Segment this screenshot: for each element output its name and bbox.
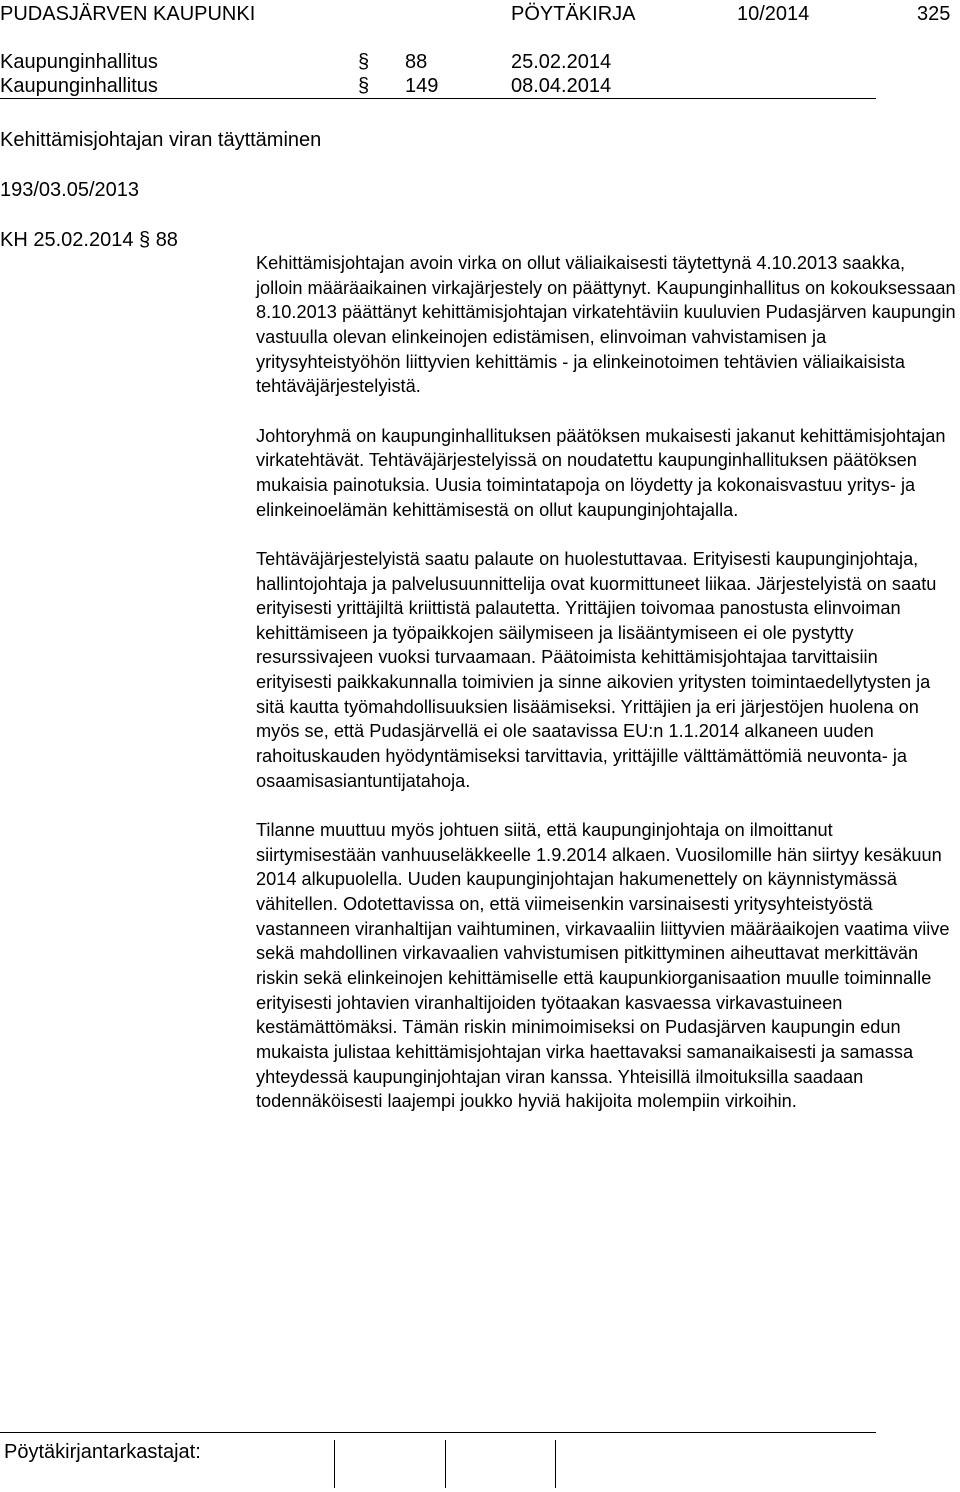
case-number: 193/03.05/2013: [0, 179, 140, 201]
organization-name: PUDASJÄRVEN KAUPUNKI: [0, 3, 256, 25]
section-symbol: §: [358, 75, 370, 97]
prior-handling: [0, 228, 178, 252]
document-type: PÖYTÄKIRJA: [511, 3, 636, 25]
meeting-body: Kaupunginhallitus: [0, 75, 158, 97]
signature-box-divider: [445, 1440, 446, 1488]
prior-handling-section: 88: [155, 229, 178, 251]
minutes-checkers-label: Pöytäkirjantarkastajat:: [4, 1441, 201, 1463]
footer-divider: [0, 1432, 876, 1433]
paragraph: Johtoryhmä on kaupunginhallituksen päätöksen mukaisesti jakanut kehittämisjohtajan virkatehtävät. Tehtäväjärjestelyissä on noudatettu kaupunginhallituksen päätöksen mukaisia painotuksia. Uusia toimintatapoja on löydetty ja kokonaisvastuu yritys- ja elinkeinoelämän kehittämisestä on ollut kaupunginjohtajalla.: [256, 425, 946, 520]
meeting-date: 25.02.2014: [511, 51, 612, 73]
section-symbol: §: [358, 51, 370, 73]
body-text: [256, 251, 956, 1139]
prior-handling-label: KH 25.02.2014: [0, 229, 134, 251]
meeting-section: 88: [405, 51, 428, 73]
page-number: 325: [917, 3, 951, 25]
paragraph: Tehtäväjärjestelyistä saatu palaute on huolestuttavaa. Erityisesti kaupunginjohtaja, hallintojohtaja ja palvelusuunnittelija ovat kuormittuneet liikaa. Järjestelyistä on saatu erityisesti yrittäjiltä kriittistä palautetta. Yrittäjien toivomaa panostusta elinvoiman kehittämiseen ja työpaikkojen säilymiseen ja lisääntymiseen ei ole pystytty resurssivajeen vuoksi turvaamaan. Päätoimista kehittämisjohtajaa tarvittaisiin erityisesti paikkakunnalla toimivien ja sinne aikovien yritysten toimintaedellytysten ja sitä kautta työmahdollisuuksien lisäämiseksi. Yrittäjien ja eri järjestöjen huolena on myös se, että Pudasjärvellä ei ole saatavissa EU:n 1.1.2014 alkaneen uuden rahoituskauden hyödyntämiseksi tarvittavia, yrittäjille välttämättömiä neuvonta- ja osaamisasiantuntijatahoja.: [256, 548, 937, 791]
meeting-section: 149: [405, 75, 439, 97]
section-symbol: §: [139, 229, 151, 251]
signature-box-divider: [334, 1440, 335, 1488]
paragraph: Kehittämisjohtajan avoin virka on ollut väliaikaisesti täytettynä 4.10.2013 saakka, jolloin määräaikainen virkajärjestely on päättynyt. Kaupunginhallitus on kokouksessaan 8.10.2013 päättänyt kehittämisjohtajan virkatehtäviin kuuluvien Pudasjärven kaupungin vastuulla olevan elinkeinojen edistämisen, elinvoiman vahvistamisen ja yritysyhteistyöhön liittyvien kehittämis - ja elinkeinotoimen tehtävien väliaikaisista tehtäväjärjestelyistä.: [256, 253, 956, 397]
header-divider: [0, 98, 876, 99]
signature-box-divider: [555, 1440, 556, 1488]
paragraph: Tilanne muuttuu myös johtuen siitä, että kaupunginjohtaja on ilmoittanut siirtymisestään vanhuuseläkkeelle 1.9.2014 alkaen. Vuosilomille hän siirtyy kesäkuun 2014 alkupuolella. Uuden kaupunginjohtajan hakumenettely on käynnistymässä vähitellen. Odotettavissa on, että viimeisenkin varsinaisesti yritysyhteistyöstä vastanneen viranhaltijan vaihtuminen, virkavaaliin liittyvien määräaikojen vaatima viive sekä mahdollinen virkavaalien vahvistumisen pitkittyminen aiheuttavat merkittävän riskin sekä elinkeinojen kehittämiselle että kaupunkiorganisaation muulle toiminnalle erityisesti johtavien viranhaltijoiden työtaakan kasvaessa virkavastuineen kestämättömäksi. Tämän riskin minimoimiseksi on Pudasjärven kaupungin edun mukaista julistaa kehittämisjohtajan virka haettavaksi samanaikaisesti ja samassa yhteydessä kaupunginjohtajan viran kanssa. Yhteisillä ilmoituksilla saadaan todennäköisesti laajempi joukko hyviä hakijoita molempiin virkoihin.: [256, 820, 950, 1112]
document-number: 10/2014: [737, 3, 810, 25]
meeting-date: 08.04.2014: [511, 75, 612, 97]
subject-title: Kehittämisjohtajan viran täyttäminen: [0, 129, 322, 151]
meeting-body: Kaupunginhallitus: [0, 51, 158, 73]
